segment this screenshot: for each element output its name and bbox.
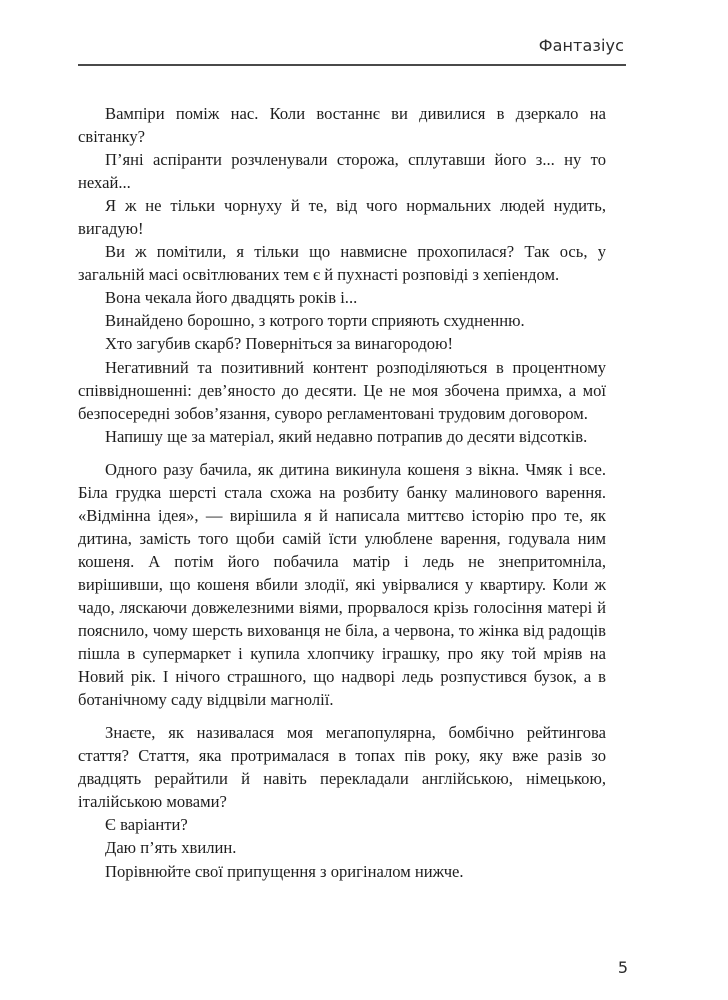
running-header-title: Фантазіус (538, 36, 624, 55)
paragraph: Хто загубив скарб? Поверніться за винагородою! (105, 334, 453, 354)
paragraph: Я ж не тільки чорнуху й те, від чого нормальних людей нудить, вигадую! (78, 196, 606, 239)
paragraph: Вона чекала його двадцять років і... (105, 288, 358, 308)
page-number: 5 (617, 958, 628, 977)
paragraph: Винайдено борошно, з котрого торти сприяють схудненню. (105, 311, 525, 331)
paragraph: Є варіанти? (105, 815, 188, 835)
paragraph: Негативний та позитивний контент розподіляються в процентному співвідношенні: дев’яносто до десяти. Це не моя збочена примха, а мої безпосередні зобов’язання, суворо регламентовані трудовим договором. (78, 357, 606, 423)
body-text (78, 102, 606, 883)
paragraph: Напишу ще за матеріал, який недавно потрапив до десяти відсотків. (105, 426, 588, 446)
paragraph: Знаєте, як називалася моя мегапопулярна, бомбічно рейтингова стаття? Стаття, яка протрималася в топах пів року, яку вже разів зо двадцять рерайтили й навіть перекладали англійською, німецькою, італійською мовами? (78, 723, 606, 812)
paragraph: Порівнюйте свої припущення з оригіналом нижче. (105, 861, 464, 881)
header-divider (78, 64, 626, 66)
paragraph: Ви ж помітили, я тільки що навмисне прохопилася? Так ось, у загальній масі освітлюваних тем є й пухнасті розповіді з хепіендом. (78, 242, 606, 285)
paragraph: Одного разу бачила, як дитина викинула кошеня з вікна. Чмяк і все. Біла грудка шерсті стала схожа на розбиту банку малинового варення. «Відмінна ідея», — вирішила я й написала миттєво історію про те, як дитина, замість того щоби самій їсти улюблене варення, годувала ним кошеня. А потім його побачила матір і ледь не знепритомніла, вирішивши, що кошеня вбили злодії, які увірвалися у квартиру. Коли ж чадо, ляскаючи довжелезними віями, прорвалося крізь голосіння матері й пояснило, чому шерсть вихованця не біла, а червона, то жінка від радощів пішла в супермаркет і купила хлопчику іграшку, про яку той мріяв на Новий рік. І нічого страшного, що надворі ледь розпустився бузок, а в ботанічному саду відцвіли магнолії. (78, 459, 606, 710)
paragraph: П’яні аспіранти розчленували сторожа, сплутавши його з... ну то нехай... (78, 150, 606, 193)
paragraph: Даю п’ять хвилин. (105, 838, 237, 858)
paragraph: Вампіри поміж нас. Коли востаннє ви дивилися в дзеркало на світанку? (78, 104, 606, 147)
